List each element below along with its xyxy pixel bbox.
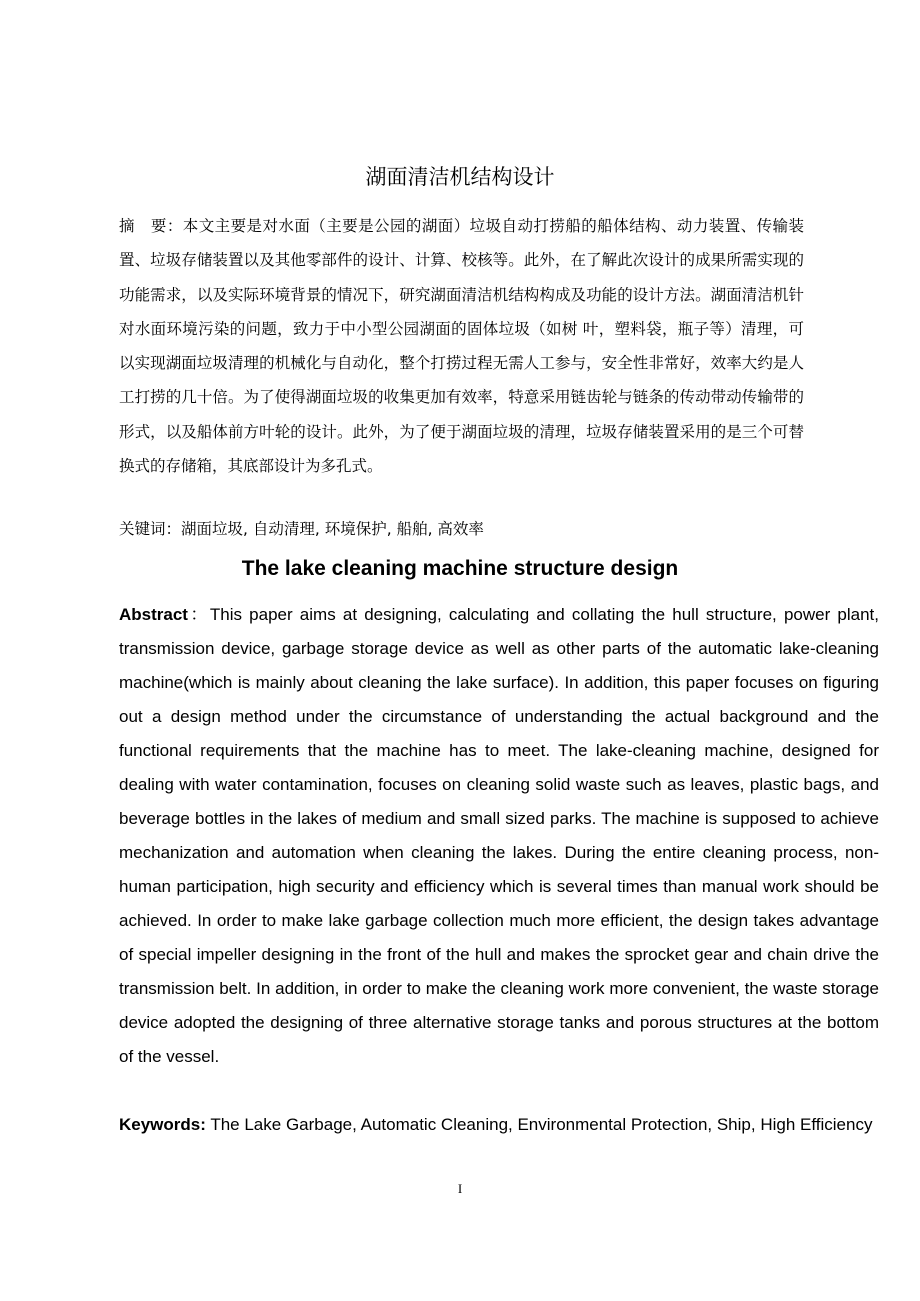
- english-keywords-text: The Lake Garbage, Automatic Cleaning, Environmental Protection, Ship, High Efficiency: [205, 1115, 873, 1134]
- chinese-abstract-text: 本文主要是对水面（主要是公园的湖面）垃圾自动打捞船的船体结构、动力装置、传输装置、垃圾存储装置以及其他零部件的设计、计算、校核等。此外，在了解此次设计的成果所需实现的功能需求，以及实际环境背景的情况下，研究湖面清洁机结构构成及功能的设计方法。湖面清洁机针对水面环境污染的问题，致力于中小型公园湖面的固体垃圾（如树 叶，塑料袋，瓶子等）清理，可以实现湖面垃圾清理的机械化与自动化，整个打捞过程无需人工参与，安全性非常好，效率大约是人工打捞的几十倍。为了使得湖面垃圾的收集更加有效率，特意采用链齿轮与链条的传动带动传输带的形式，以及船体前方叶轮的设计。此外，为了便于湖面垃圾的清理，垃圾存储装置采用的是三个可替换式的存储箱，其底部设计为多孔式。: [119, 217, 804, 476]
- chinese-title: 湖面清洁机结构设计: [365, 165, 555, 189]
- chinese-abstract: [119, 209, 804, 483]
- chinese-abstract-label: 摘 要：: [119, 217, 183, 235]
- english-keywords: [119, 1108, 879, 1142]
- page-number: I: [457, 1181, 463, 1196]
- english-abstract-text: ：This paper aims at designing, calculating and collating the hull structure, power plant, transmission device, garbage storage device as well as other parts of the automatic lake-cleaning machine(which is mainly about cleaning the lake surface). In addition, this paper focuses on figuring out a design method under the circumstance of understanding the actual background and the functional requirements that the machine has to meet. The lake-cleaning machine, designed for dealing with water contamination, focuses on cleaning solid waste such as leaves, plastic bags, and beverage bottles in the lakes of medium and small sized parks. The machine is supposed to achieve mechanization and automation when cleaning the lakes. During the entire cleaning process, non-human participation, high security and efficiency which is several times than manual work should be achieved. In order to make lake garbage collection much more efficient, the design takes advantage of special impeller designing in the front of the hull and makes the sprocket gear and chain drive the transmission belt. In addition, in order to make the cleaning work more convenient, the waste storage device adopted the designing of three alternative storage tanks and porous structures at the bottom of the vessel.: [119, 605, 879, 1066]
- english-title: The lake cleaning machine structure design: [241, 557, 679, 580]
- english-abstract-label: Abstract: [119, 605, 188, 624]
- chinese-keywords-text: 湖面垃圾, 自动清理, 环境保护, 船舶, 高效率: [181, 520, 484, 538]
- english-keywords-label: Keywords:: [119, 1115, 206, 1134]
- english-abstract: [119, 598, 879, 1074]
- chinese-keywords: [119, 514, 804, 544]
- chinese-keywords-label: 关键词：: [119, 520, 182, 538]
